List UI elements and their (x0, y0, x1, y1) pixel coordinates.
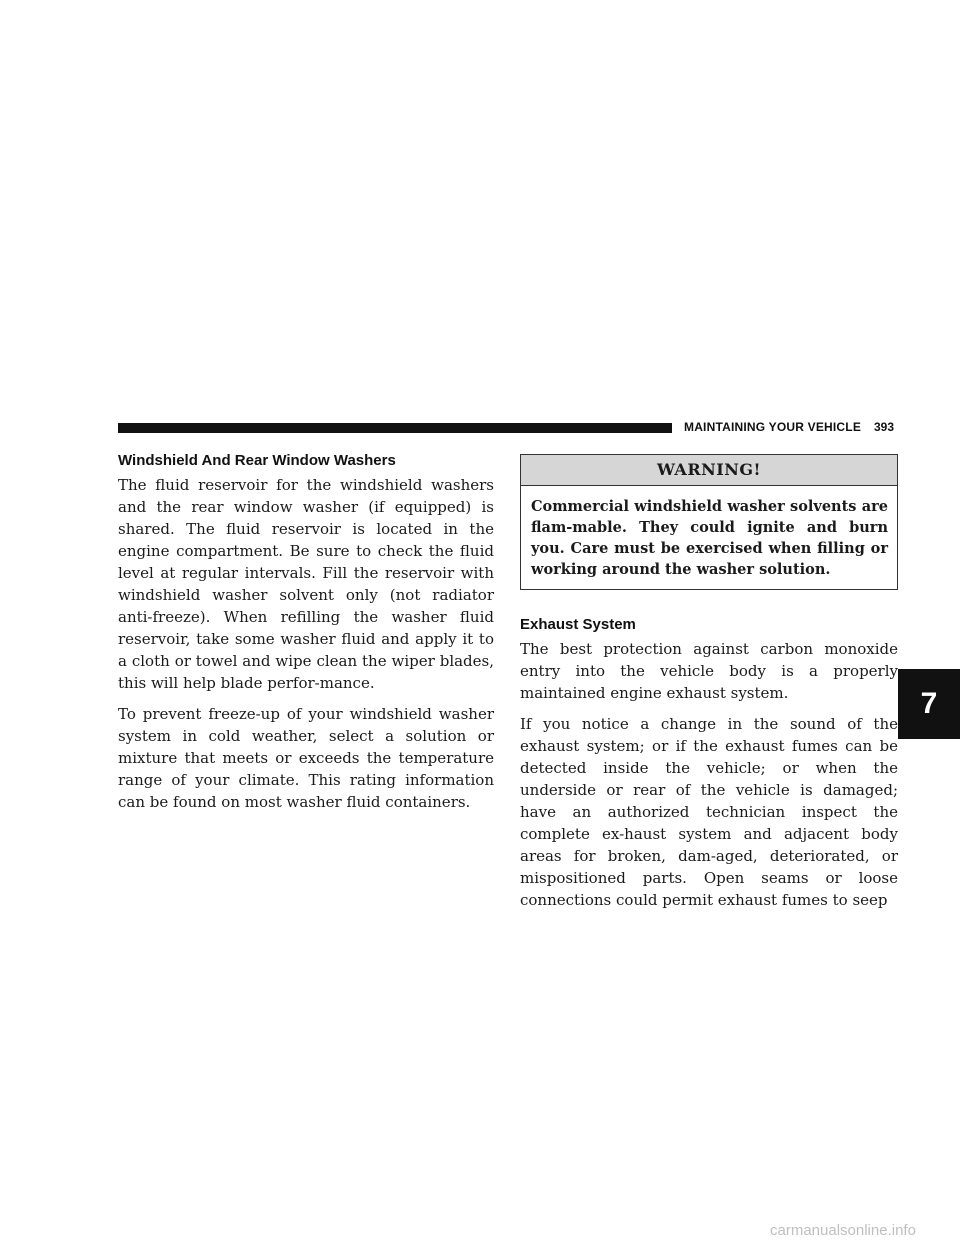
washers-paragraph-2: To prevent freeze-up of your windshield washer system in cold weather, select a solution or mixture that meets or exceeds the temperature range of your climate. This rating information can be found on most washer fluid containers. (118, 705, 494, 811)
exhaust-section (520, 616, 898, 911)
chapter-tab: 7 (898, 669, 960, 739)
warning-box (520, 454, 898, 590)
page-number: 393 (874, 420, 895, 434)
washers-heading: Windshield And Rear Window Washers (118, 452, 396, 469)
warning-body: Commercial windshield washer solvents are flam-mable. They could ignite and burn you. Care must be exercised when filling or working around the washer solution. (531, 498, 888, 578)
washers-paragraph-1: The fluid reservoir for the windshield washers and the rear window washer (if equipped) is shared. The fluid reservoir is located in the engine compartment. Be sure to check the fluid level at regular intervals. Fill the reservoir with windshield washer solvent only (not radiator anti-freeze). When refilling the washer fluid reservoir, take some washer fluid and apply it to a cloth or towel and wipe clean the wiper blades, this will help blade perfor-mance. (118, 476, 494, 692)
exhaust-paragraph-1: The best protection against carbon monoxide entry into the vehicle body is a properly maintained engine exhaust system. (520, 640, 898, 702)
exhaust-paragraph-2: If you notice a change in the sound of the exhaust system; or if the exhaust fumes can be detected inside the vehicle; or when the underside or rear of the vehicle is damaged; have an authorized technician inspect the complete ex-haust system and adjacent body areas for broken, dam-aged, deteriorated, or mispositioned parts. Open seams or loose connections could permit exhaust fumes to seep (520, 715, 898, 909)
warning-title: WARNING! (521, 455, 897, 486)
exhaust-heading: Exhaust System (520, 616, 636, 633)
left-column (118, 452, 494, 813)
watermark: carmanualsonline.info (770, 1222, 916, 1239)
header-rule (118, 423, 672, 433)
running-header-title: MAINTAINING YOUR VEHICLE (684, 420, 862, 434)
right-column (520, 454, 898, 911)
